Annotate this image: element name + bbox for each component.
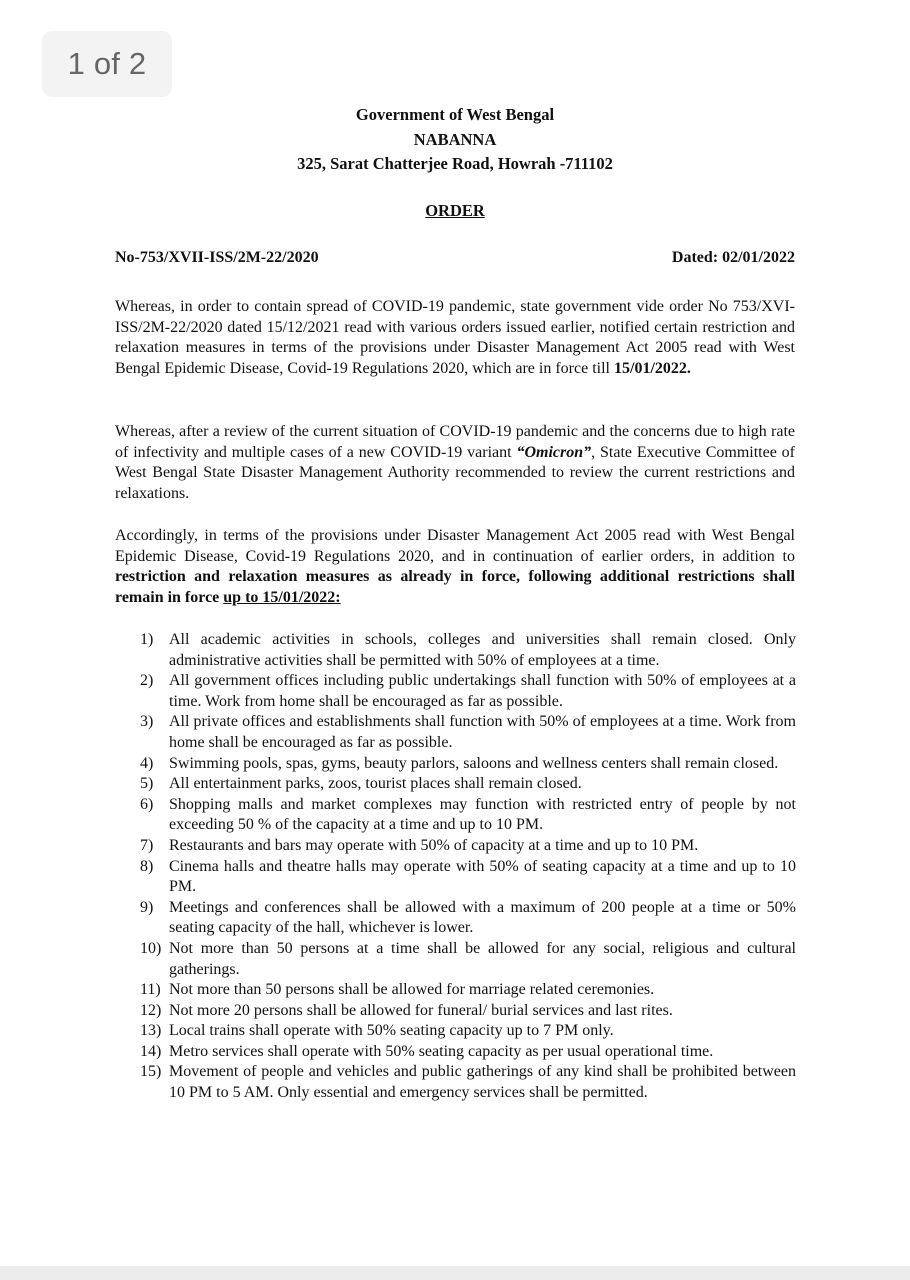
restriction-number: 6) xyxy=(140,795,154,813)
viewer-bottom-edge xyxy=(0,1266,910,1280)
restriction-number: 3) xyxy=(140,713,154,731)
restriction-item xyxy=(140,1042,796,1063)
restriction-text: Cinema halls and theatre halls may operate with 50% of seating capacity at a time and up to 10 PM. xyxy=(169,857,796,896)
effective-until-date: up to 15/01/2022: xyxy=(223,588,341,606)
restriction-text: Not more 20 persons shall be allowed for funeral/ burial services and last rites. xyxy=(169,1001,673,1019)
restriction-number: 1) xyxy=(140,631,154,648)
restriction-text: Local trains shall operate with 50% seating capacity up to 7 PM only. xyxy=(169,1022,614,1040)
restriction-number: 5) xyxy=(140,775,154,793)
restriction-text: Restaurants and bars may operate with 50% of capacity at a time and up to 10 PM. xyxy=(169,836,699,854)
restriction-number: 8) xyxy=(140,857,154,875)
restriction-text: Movement of people and vehicles and public gatherings of any kind shall be prohibited between 10 PM to 5 AM. Only essential and emergency services shall be permitted. xyxy=(169,1063,796,1102)
restriction-text: All private offices and establishments shall function with 50% of employees at a time. Work from home shall be encouraged as far as possible. xyxy=(169,713,796,751)
order-title: ORDER xyxy=(425,201,485,220)
restriction-item xyxy=(140,671,796,712)
restriction-item xyxy=(140,898,796,939)
order-date: Dated: 02/01/2022 xyxy=(671,249,795,266)
variant-name: “Omicron” xyxy=(516,443,592,461)
order-number: No-753/XVII-ISS/2M-22/2020 xyxy=(115,249,319,266)
page-indicator: 1 of 2 xyxy=(42,31,172,97)
paragraph-accordingly: Accordingly, in terms of the provisions under Disaster Management Act 2005 read with West Bengal Epidemic Disease, Covid-19 Regulations 2020, and in continuation of earlier orders, in addition to restriction and relaxation measures as already in force, following additional restrictions shall remain in force up to 15/01/2022: xyxy=(115,527,795,606)
restriction-number: 13) xyxy=(140,1022,162,1040)
restriction-number: 4) xyxy=(140,754,154,772)
header-government: Government of West Bengal xyxy=(355,105,555,124)
restriction-item xyxy=(140,980,796,1001)
restriction-text: All government offices including public undertakings shall function with 50% of employees at a time. Work from home shall be encouraged as far as possible. xyxy=(169,672,796,710)
header-address: 325, Sarat Chatterjee Road, Howrah -711102 xyxy=(297,154,613,173)
restriction-number: 11) xyxy=(140,981,161,999)
restriction-text: Swimming pools, spas, gyms, beauty parlors, saloons and wellness centers shall remain closed. xyxy=(169,754,779,772)
restriction-number: 7) xyxy=(140,836,154,854)
restrictions-list xyxy=(140,630,796,1104)
restriction-number: 10) xyxy=(140,939,162,957)
restriction-text: Not more than 50 persons at a time shall be allowed for any social, religious and cultural gatherings. xyxy=(169,939,796,978)
restriction-item xyxy=(140,939,796,980)
restriction-item xyxy=(140,795,796,836)
restriction-text: Meetings and conferences shall be allowed with a maximum of 200 people at a time or 50% seating capacity of the hall, whichever is lower. xyxy=(169,898,796,937)
restriction-item xyxy=(140,754,796,775)
restriction-item xyxy=(140,630,796,671)
restriction-text: Shopping malls and market complexes may function with restricted entry of people by not exceeding 50 % of the capacity at a time and up to 10 PM. xyxy=(169,795,796,834)
restriction-item xyxy=(140,1001,796,1022)
restriction-item xyxy=(140,712,796,753)
restriction-text: Not more than 50 persons shall be allowed for marriage related ceremonies. xyxy=(169,981,655,999)
restriction-item xyxy=(140,836,796,857)
paragraph-whereas-2: Whereas, after a review of the current situation of COVID-19 pandemic and the concerns due to high rate of infectivity and multiple cases of a new COVID-19 variant “Omicron”, State Executive Committee of West Bengal State Disaster Management Authority recommended to review the current restrictions and relaxations. xyxy=(115,423,796,502)
restriction-number: 9) xyxy=(140,898,154,916)
restriction-item xyxy=(140,774,796,795)
restriction-text: All academic activities in schools, colleges and universities shall remain closed. Only administrative activities shall be permitted with 50% of employees at a time. xyxy=(169,631,796,669)
restriction-item xyxy=(140,857,796,898)
paragraph-whereas-1: Whereas, in order to contain spread of COVID-19 pandemic, state government vide order No 753/XVI-ISS/2M-22/2020 dated 15/12/2021 read with various orders issued earlier, notified certain restriction and relaxation measures in terms of the provisions under Disaster Management Act 2005 read with West Bengal Epidemic Disease, Covid-19 Regulations 2020, which are in force till 15/01/2022. xyxy=(115,298,795,377)
restriction-number: 2) xyxy=(140,672,154,690)
restriction-item xyxy=(140,1021,796,1042)
restriction-number: 14) xyxy=(140,1042,162,1060)
header-nabanna: NABANNA xyxy=(413,130,497,149)
restriction-number: 12) xyxy=(140,1001,162,1019)
restriction-text: All entertainment parks, zoos, tourist places shall remain closed. xyxy=(169,775,582,793)
restriction-text: Metro services shall operate with 50% seating capacity as per usual operational time. xyxy=(169,1042,714,1060)
in-force-date: 15/01/2022. xyxy=(614,359,691,377)
restriction-item xyxy=(140,1062,796,1103)
restriction-number: 15) xyxy=(140,1063,162,1081)
